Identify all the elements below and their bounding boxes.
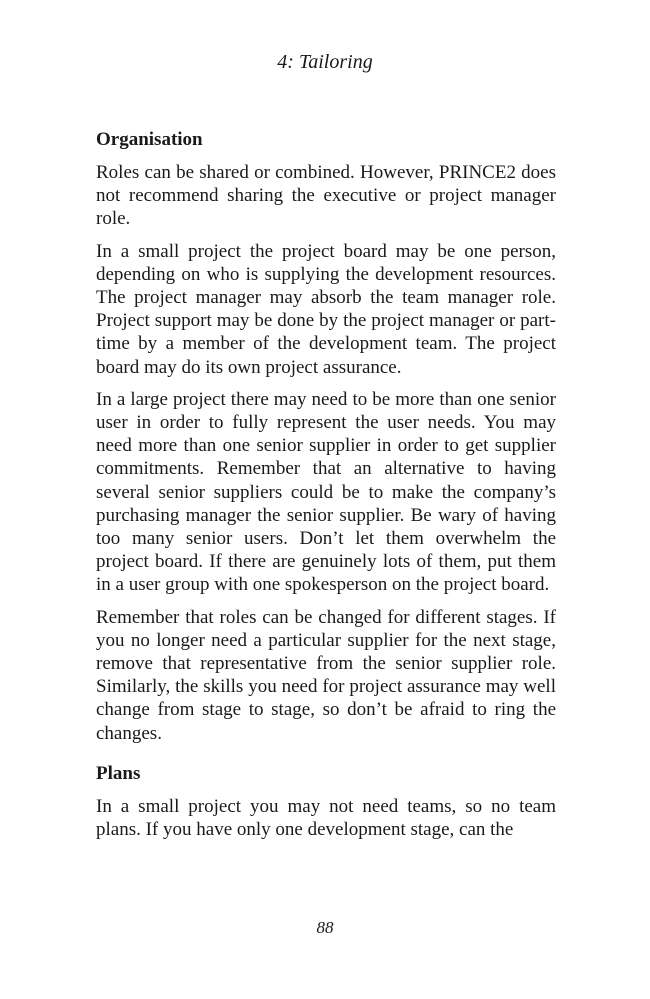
page-body <box>96 127 556 841</box>
body-paragraph: Roles can be shared or combined. However, PRINCE2 does not recommend sharing the executive or project manager role. <box>96 162 556 230</box>
section-heading-plans: Plans <box>96 762 141 784</box>
page-number: 88 <box>316 918 334 937</box>
section-heading-organisation: Organisation <box>96 129 203 150</box>
body-paragraph: Remember that roles can be changed for different stages. If you no longer need a particular supplier for the next stage, remove that representative from the senior supplier role. Similarly, the skills you need for project assurance may well change from stage to stage, so don’t be afraid to ring the changes. <box>96 606 556 744</box>
running-header: 4: Tailoring <box>277 51 373 73</box>
body-paragraph: In a small project you may not need teams, so no team plans. If you have only one development stage, can the <box>96 795 556 841</box>
body-paragraph: In a small project the project board may be one person, depending on who is supplying the development resources. The project manager may absorb the team manager role. Project support may be done by the project manager or part-time by a member of the development team. The project board may do its own project assurance. <box>96 240 556 378</box>
body-paragraph: In a large project there may need to be more than one senior user in order to fully represent the user needs. You may need more than one senior supplier in order to get supplier commitments. Remember that an alternative to having several senior suppliers could be to make the company’s purchasing manager the senior supplier. Be wary of having too many senior users. Don’t let them overwhelm the project board. If there are genuinely lots of them, put them in a user group with one spokesperson on the project board. <box>96 388 556 596</box>
